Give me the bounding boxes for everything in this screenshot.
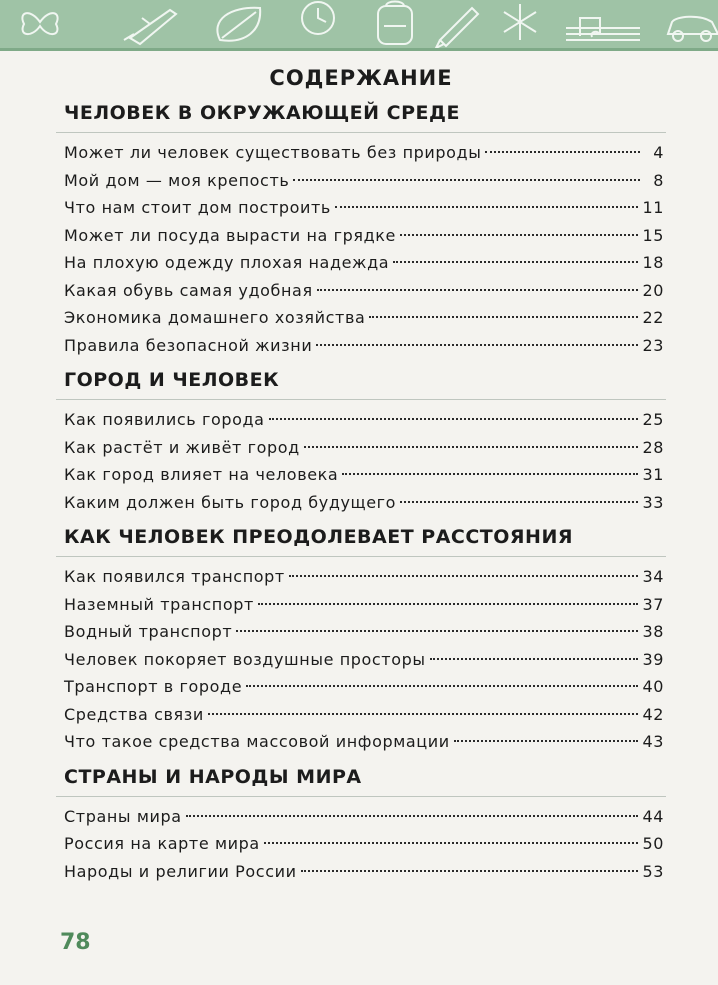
dot-leader <box>400 234 638 236</box>
pen-icon <box>436 8 478 48</box>
toc-entry-title: Народы и религии России <box>64 861 297 881</box>
toc-entry[interactable] <box>56 858 666 886</box>
dot-leader <box>485 151 640 153</box>
section-title: ЧЕЛОВЕК В ОКРУЖАЮЩЕЙ СРЕДЕ <box>64 102 460 124</box>
leaf-icon <box>217 8 260 41</box>
dot-leader <box>316 344 638 346</box>
car-icon <box>668 17 718 41</box>
toc-entry-title: На плохую одежду плохая надежда <box>64 253 390 272</box>
toc-entry[interactable] <box>56 803 666 831</box>
toc-entry-page: 23 <box>642 335 664 355</box>
page-number: 78 <box>60 930 91 955</box>
toc-entry-title: Правила безопасной жизни <box>64 335 313 355</box>
toc-entry-title: Страны мира <box>64 806 182 826</box>
dot-leader <box>269 418 639 420</box>
section-divider <box>56 796 666 797</box>
toc-entry-title: Человек покоряет воздушные просторы <box>64 649 426 669</box>
toc-sections <box>56 102 666 885</box>
toc-entry-page: 44 <box>642 806 664 826</box>
dot-leader <box>186 815 639 817</box>
toc-entry-page: 28 <box>642 437 664 457</box>
snowflake-icon <box>504 4 536 40</box>
toc-entry-title: Что такое средства массовой информации <box>64 732 450 751</box>
toc-entry-page: 4 <box>653 143 664 162</box>
toc-entry-page: 42 <box>642 704 664 724</box>
dot-leader <box>301 870 639 872</box>
toc-entry-page: 18 <box>642 253 664 272</box>
toc-entry[interactable] <box>56 249 666 277</box>
page-title: СОДЕРЖАНИЕ <box>269 66 453 90</box>
dot-leader <box>430 658 639 660</box>
dot-leader <box>369 316 638 318</box>
dot-leader <box>264 842 639 844</box>
section-title: ГОРОД И ЧЕЛОВЕК <box>64 369 280 391</box>
dot-leader <box>246 685 638 687</box>
toc-entry-title: Транспорт в городе <box>64 677 243 696</box>
toc-entry[interactable] <box>56 461 666 489</box>
toc-entry-title: Какая обувь самая удобная <box>64 280 313 300</box>
toc-entry-page: 15 <box>642 225 664 245</box>
toc-entry[interactable] <box>56 304 666 332</box>
toc-entry-page: 8 <box>653 170 664 190</box>
toc-entry-page: 38 <box>642 622 664 641</box>
toc-entry[interactable] <box>56 830 666 858</box>
dot-leader <box>393 261 638 263</box>
toc-entry-page: 37 <box>642 594 664 614</box>
dot-leader <box>258 603 639 605</box>
toc-entry-page: 53 <box>642 861 664 881</box>
dot-leader <box>289 575 639 577</box>
toc-entry[interactable] <box>56 591 666 619</box>
header-decor-band <box>0 0 718 51</box>
toc-entry-title: Мой дом — моя крепость <box>64 170 290 190</box>
toc-entry-title: Как растёт и живёт город <box>64 437 300 457</box>
toc-entry-page: 31 <box>642 465 664 484</box>
toc-entry-page: 39 <box>642 649 664 669</box>
dot-leader <box>342 473 638 475</box>
music-icon <box>566 18 640 40</box>
section-divider <box>56 556 666 557</box>
dot-leader <box>454 740 639 742</box>
toc-entry-page: 25 <box>642 410 664 429</box>
dot-leader <box>236 630 638 632</box>
dot-leader <box>335 206 638 208</box>
table-of-contents <box>56 60 666 895</box>
toc-entry[interactable] <box>56 406 666 434</box>
toc-section <box>56 526 666 756</box>
section-divider <box>56 132 666 133</box>
toc-entry-page: 20 <box>642 280 664 300</box>
toc-entry-title: Водный транспорт <box>64 622 233 641</box>
toc-entry[interactable] <box>56 139 666 167</box>
toc-entry-title: Может ли человек существовать без природы <box>64 143 482 162</box>
toc-entry[interactable] <box>56 434 666 462</box>
toc-entry[interactable] <box>56 332 666 360</box>
clock-icon <box>302 2 334 34</box>
toc-entry-page: 50 <box>642 834 664 853</box>
toc-section <box>56 369 666 516</box>
toc-entry-title: Экономика домашнего хозяйства <box>64 308 366 327</box>
toc-entry-title: Как появились города <box>64 410 265 429</box>
toc-entry[interactable] <box>56 673 666 701</box>
dot-leader <box>304 446 639 448</box>
toc-entry[interactable] <box>56 222 666 250</box>
toc-entry[interactable] <box>56 618 666 646</box>
toc-entry-title: Средства связи <box>64 704 204 724</box>
toc-entry-page: 22 <box>642 308 664 327</box>
dot-leader <box>400 501 638 503</box>
section-title: КАК ЧЕЛОВЕК ПРЕОДОЛЕВАЕТ РАССТОЯНИЯ <box>64 526 573 548</box>
toc-section <box>56 102 666 359</box>
rocket-icon <box>124 10 176 44</box>
toc-entry-page: 11 <box>642 198 664 217</box>
dot-leader <box>208 713 639 715</box>
toc-entry-page: 43 <box>642 732 664 751</box>
section-divider <box>56 399 666 400</box>
dot-leader <box>317 289 639 291</box>
section-title: СТРАНЫ И НАРОДЫ МИРА <box>64 765 362 788</box>
toc-entry-page: 40 <box>642 677 664 696</box>
toc-entry[interactable] <box>56 563 666 591</box>
toc-section <box>56 766 666 886</box>
toc-entry[interactable] <box>56 167 666 195</box>
toc-entry-title: Как город влияет на человека <box>64 465 339 484</box>
toc-entry[interactable] <box>56 194 666 222</box>
butterfly-icon <box>22 13 57 34</box>
toc-entry-title: Как появился транспорт <box>64 567 285 586</box>
toc-entry[interactable] <box>56 728 666 756</box>
toc-entry[interactable] <box>56 701 666 729</box>
toc-entry-title: Россия на карте мира <box>64 834 260 853</box>
toc-entry-page: 34 <box>642 567 664 586</box>
toc-entry-title: Каким должен быть город будущего <box>64 492 397 512</box>
toc-entry-title: Может ли посуда вырасти на грядке <box>64 225 396 245</box>
toc-entry[interactable] <box>56 646 666 674</box>
toc-entry-page: 33 <box>642 492 664 512</box>
toc-entry-title: Наземный транспорт <box>64 594 254 614</box>
toc-entry[interactable] <box>56 489 666 517</box>
dot-leader <box>293 179 640 181</box>
toc-entry-title: Что нам стоит дом построить <box>64 198 331 217</box>
toc-entry[interactable] <box>56 277 666 305</box>
backpack-icon <box>378 2 412 45</box>
